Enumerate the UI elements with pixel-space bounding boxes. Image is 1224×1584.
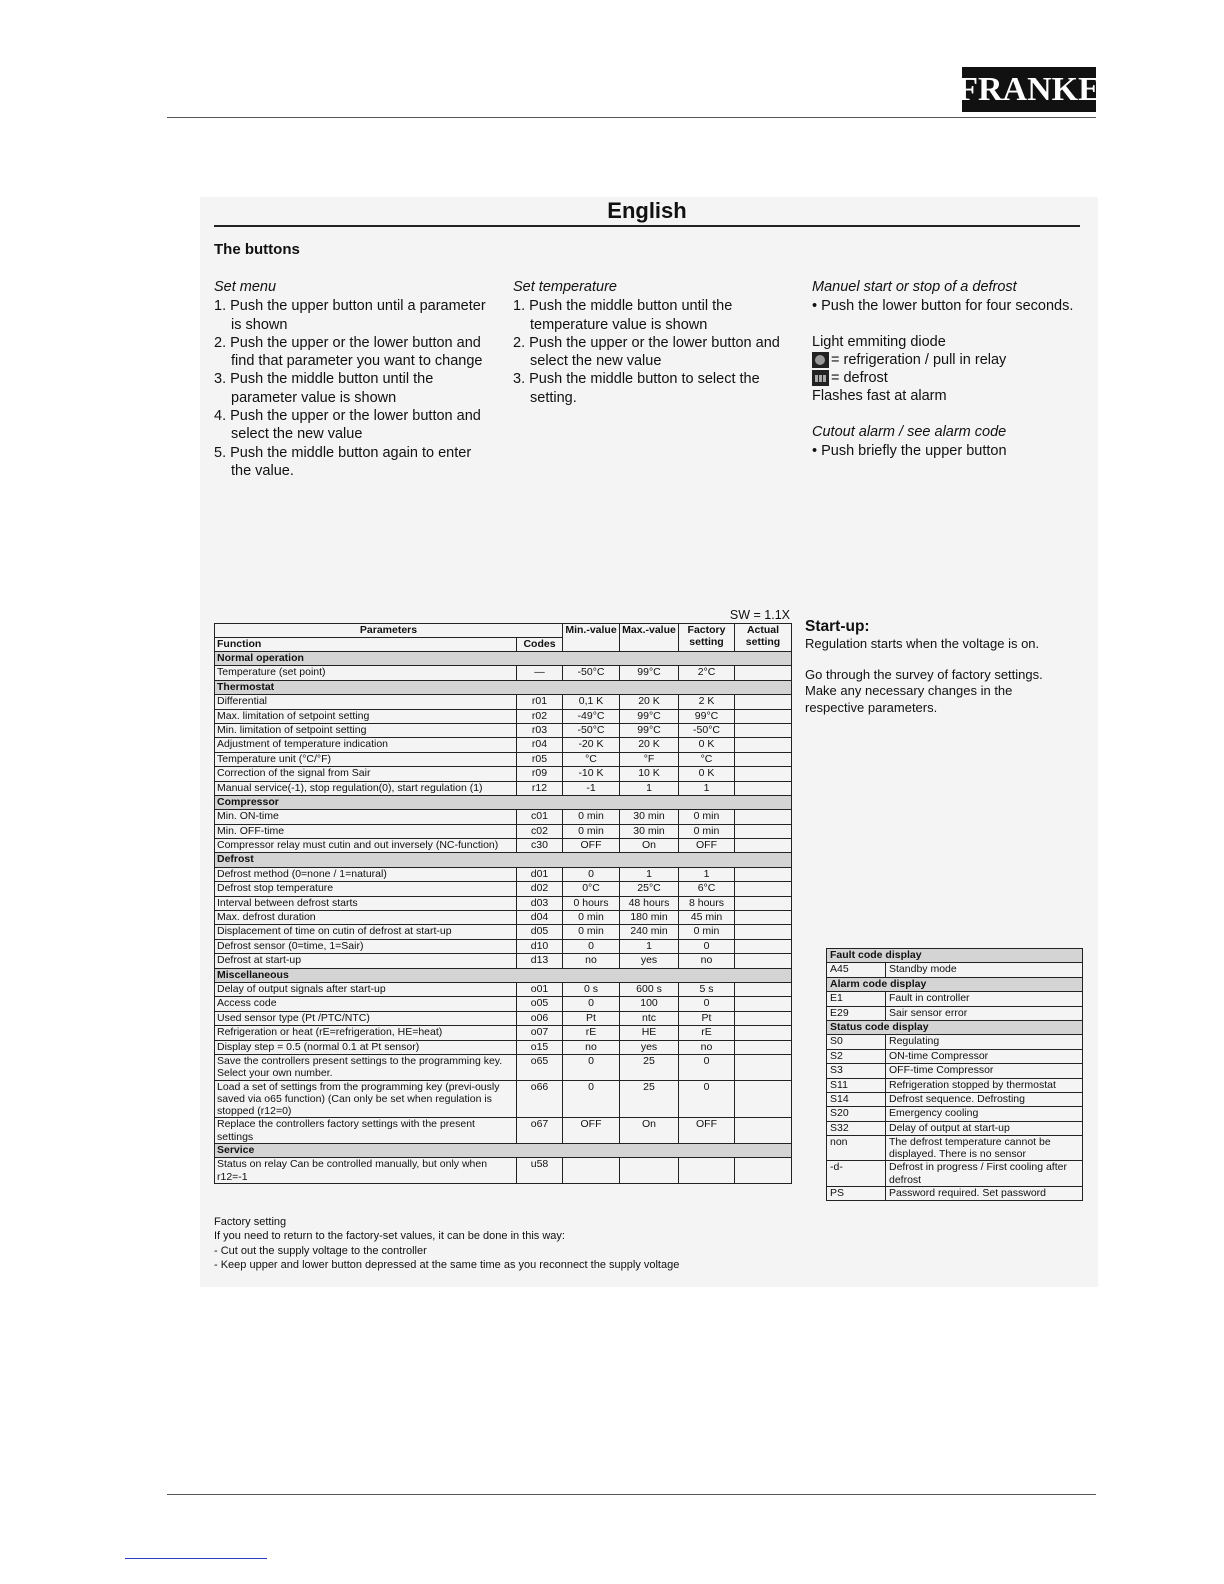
param-min: 0: [563, 1054, 620, 1080]
param-factory: 99°C: [679, 709, 735, 723]
params-row: [215, 752, 792, 766]
param-actual: [735, 810, 792, 824]
params-row: [215, 810, 792, 824]
params-section-row: [215, 795, 792, 809]
param-actual: [735, 781, 792, 795]
codes-section-label: Status code display: [827, 1020, 1083, 1034]
param-min: 0 min: [563, 810, 620, 824]
params-row: [215, 911, 792, 925]
param-max: 48 hours: [620, 896, 679, 910]
param-factory: 0 min: [679, 925, 735, 939]
param-function: Min. OFF-time: [215, 824, 517, 838]
param-code: o65: [517, 1054, 563, 1080]
param-actual: [735, 752, 792, 766]
params-row: [215, 925, 792, 939]
param-actual: [735, 767, 792, 781]
param-function: Defrost method (0=none / 1=natural): [215, 867, 517, 881]
param-function: Displacement of time on cutin of defrost at start-up: [215, 925, 517, 939]
param-factory: 1: [679, 867, 735, 881]
param-factory: 2°C: [679, 666, 735, 680]
param-min: °C: [563, 752, 620, 766]
param-actual: [735, 911, 792, 925]
param-actual: [735, 925, 792, 939]
param-min: 0 hours: [563, 896, 620, 910]
code-description: Defrost sequence. Defrosting: [886, 1092, 1083, 1106]
param-code: r03: [517, 723, 563, 737]
code-value: S11: [827, 1078, 886, 1092]
software-version: SW = 1.1X: [729, 608, 790, 622]
startup-section: [805, 617, 1085, 716]
parameters-table: [214, 623, 792, 1184]
code-value: S0: [827, 1035, 886, 1049]
param-factory: 0 K: [679, 767, 735, 781]
param-min: 0 min: [563, 824, 620, 838]
param-max: 99°C: [620, 666, 679, 680]
param-code: d13: [517, 954, 563, 968]
param-factory: 0: [679, 1054, 735, 1080]
codes-section-row: [827, 977, 1083, 991]
param-code: d04: [517, 911, 563, 925]
param-max: 240 min: [620, 925, 679, 939]
param-factory: rE: [679, 1026, 735, 1040]
param-min: 0: [563, 997, 620, 1011]
factory-title: Factory setting: [214, 1216, 287, 1228]
code-value: PS: [827, 1186, 886, 1200]
params-row: [215, 1080, 792, 1118]
params-row: [215, 896, 792, 910]
param-actual: [735, 723, 792, 737]
led-refrigeration-text: = refrigeration / pull in relay: [831, 351, 1007, 368]
param-max: On: [620, 839, 679, 853]
set-temperature-step: 1. Push the middle button until the temperature value is shown: [513, 298, 733, 333]
code-value: S3: [827, 1064, 886, 1078]
param-function: Load a set of settings from the programming key (previ-ously saved via o65 function) (Can only be set when regulation is stopped (r12=0): [215, 1080, 517, 1118]
defrost-led-icon: [812, 370, 829, 386]
code-row: [827, 1161, 1083, 1186]
param-actual: [735, 1011, 792, 1025]
param-function: Max. limitation of setpoint setting: [215, 709, 517, 723]
param-factory: 45 min: [679, 911, 735, 925]
cutout-alarm-text: • Push briefly the upper button: [812, 443, 1007, 460]
param-min: -20 K: [563, 738, 620, 752]
param-code: o15: [517, 1040, 563, 1054]
code-row: [827, 1006, 1083, 1020]
code-row: [827, 1064, 1083, 1078]
params-header-min: Min.-value: [563, 624, 620, 652]
factory-line: If you need to return to the factory-set values, it can be done in this way:: [214, 1230, 565, 1243]
code-description: Defrost in progress / First cooling after defrost: [886, 1161, 1083, 1186]
led-defrost-row: [812, 369, 1087, 387]
param-code: r12: [517, 781, 563, 795]
param-max: 25: [620, 1080, 679, 1118]
params-row: [215, 1026, 792, 1040]
led-defrost-text: = defrost: [831, 370, 888, 387]
param-min: 0 s: [563, 982, 620, 996]
param-code: c02: [517, 824, 563, 838]
params-row: [215, 767, 792, 781]
param-function: Save the controllers present settings to the programming key. Select your own number.: [215, 1054, 517, 1080]
defrost-led-section: [812, 278, 1087, 460]
param-min: OFF: [563, 839, 620, 853]
param-factory: OFF: [679, 839, 735, 853]
param-factory: 6°C: [679, 882, 735, 896]
params-row: [215, 997, 792, 1011]
params-row: [215, 695, 792, 709]
manual-defrost-heading: Manuel start or stop of a defrost: [812, 279, 1017, 295]
params-row: [215, 709, 792, 723]
params-row: [215, 781, 792, 795]
param-actual: [735, 1158, 792, 1184]
param-actual: [735, 882, 792, 896]
manual-defrost-text: • Push the lower button for four seconds.: [812, 298, 1074, 315]
params-row: [215, 824, 792, 838]
params-row: [215, 1158, 792, 1184]
params-row: [215, 939, 792, 953]
code-row: [827, 963, 1083, 977]
param-min: -49°C: [563, 709, 620, 723]
params-section-row: [215, 853, 792, 867]
param-function: Manual service(-1), stop regulation(0), start regulation (1): [215, 781, 517, 795]
param-function: Temperature (set point): [215, 666, 517, 680]
param-code: o66: [517, 1080, 563, 1118]
codes-table: [826, 948, 1083, 1201]
params-header-function: Function: [215, 638, 517, 652]
param-function: Compressor relay must cutin and out inversely (NC-function): [215, 839, 517, 853]
code-description: ON-time Compressor: [886, 1049, 1083, 1063]
param-min: no: [563, 954, 620, 968]
params-section-row: [215, 652, 792, 666]
param-actual: [735, 867, 792, 881]
params-row: [215, 1054, 792, 1080]
param-max: °F: [620, 752, 679, 766]
codes-body: [827, 949, 1083, 1201]
params-row: [215, 982, 792, 996]
param-factory: no: [679, 1040, 735, 1054]
param-function: Differential: [215, 695, 517, 709]
param-max: [620, 1158, 679, 1184]
franke-logo: FRANKE: [962, 67, 1096, 112]
param-max: 1: [620, 867, 679, 881]
params-row: [215, 882, 792, 896]
led-heading: Light emmiting diode: [812, 333, 946, 350]
title-rule: [214, 225, 1080, 227]
factory-setting-note: [214, 1215, 679, 1272]
param-actual: [735, 839, 792, 853]
code-description: Emergency cooling: [886, 1107, 1083, 1121]
startup-line1: Regulation starts when the voltage is on.: [805, 636, 1040, 651]
param-actual: [735, 666, 792, 680]
code-description: Password required. Set password: [886, 1186, 1083, 1200]
param-factory: 2 K: [679, 695, 735, 709]
param-function: Max. defrost duration: [215, 911, 517, 925]
codes-section-label: Alarm code display: [827, 977, 1083, 991]
param-factory: 0 K: [679, 738, 735, 752]
param-code: r09: [517, 767, 563, 781]
param-code: r05: [517, 752, 563, 766]
param-max: 30 min: [620, 810, 679, 824]
param-actual: [735, 1040, 792, 1054]
param-function: Refrigeration or heat (rE=refrigeration, HE=heat): [215, 1026, 517, 1040]
param-factory: 8 hours: [679, 896, 735, 910]
code-row: [827, 1035, 1083, 1049]
code-value: S20: [827, 1107, 886, 1121]
params-header-max: Max.-value: [620, 624, 679, 652]
param-factory: 0 min: [679, 824, 735, 838]
param-max: 100: [620, 997, 679, 1011]
param-actual: [735, 1118, 792, 1144]
code-row: [827, 1092, 1083, 1106]
params-row: [215, 954, 792, 968]
params-section-row: [215, 1144, 792, 1158]
params-body: [215, 652, 792, 1184]
set-temperature-section: [513, 278, 788, 407]
param-max: ntc: [620, 1011, 679, 1025]
code-description: Regulating: [886, 1035, 1083, 1049]
param-actual: [735, 997, 792, 1011]
set-temperature-step: 3. Push the middle button to select the setting.: [513, 371, 760, 406]
param-min: OFF: [563, 1118, 620, 1144]
param-min: 0 min: [563, 911, 620, 925]
header-rule: [167, 117, 1096, 118]
code-value: E1: [827, 992, 886, 1006]
param-function: Correction of the signal from Sair: [215, 767, 517, 781]
param-min: no: [563, 1040, 620, 1054]
param-actual: [735, 824, 792, 838]
param-min: rE: [563, 1026, 620, 1040]
param-max: 99°C: [620, 709, 679, 723]
param-min: -50°C: [563, 666, 620, 680]
set-menu-step: 3. Push the middle button until the parameter value is shown: [214, 371, 434, 406]
params-section-row: [215, 968, 792, 982]
codes-section-label: Fault code display: [827, 949, 1083, 963]
code-row: [827, 992, 1083, 1006]
code-value: S14: [827, 1092, 886, 1106]
param-code: o06: [517, 1011, 563, 1025]
refrigeration-led-icon: [812, 352, 829, 368]
param-code: r01: [517, 695, 563, 709]
param-function: Min. ON-time: [215, 810, 517, 824]
footer-rule: [167, 1494, 1096, 1495]
param-actual: [735, 982, 792, 996]
params-row: [215, 1040, 792, 1054]
param-min: 0: [563, 939, 620, 953]
param-factory: 1: [679, 781, 735, 795]
param-max: 180 min: [620, 911, 679, 925]
set-temperature-step: 2. Push the upper or the lower button and select the new value: [513, 334, 780, 370]
params-row: [215, 839, 792, 853]
params-section-label: Service: [215, 1144, 792, 1158]
buttons-heading: The buttons: [214, 241, 300, 258]
page-title: English: [607, 198, 687, 223]
set-menu-step: 1. Push the upper button until a parameter is shown: [214, 298, 486, 333]
param-function: Temperature unit (°C/°F): [215, 752, 517, 766]
param-max: 20 K: [620, 695, 679, 709]
factory-line: - Keep upper and lower button depressed at the same time as you reconnect the supply voltage: [214, 1258, 680, 1271]
params-row: [215, 867, 792, 881]
startup-heading: Start-up:: [805, 618, 870, 635]
param-actual: [735, 738, 792, 752]
code-value: -d-: [827, 1161, 886, 1186]
code-value: A45: [827, 963, 886, 977]
param-max: 600 s: [620, 982, 679, 996]
params-section-label: Miscellaneous: [215, 968, 792, 982]
param-max: 30 min: [620, 824, 679, 838]
params-section-label: Defrost: [215, 853, 792, 867]
cutout-alarm-heading: Cutout alarm / see alarm code: [812, 423, 1007, 440]
param-max: On: [620, 1118, 679, 1144]
code-description: Fault in controller: [886, 992, 1083, 1006]
code-value: non: [827, 1136, 886, 1161]
param-code: o01: [517, 982, 563, 996]
param-factory: -50°C: [679, 723, 735, 737]
param-code: o05: [517, 997, 563, 1011]
param-actual: [735, 709, 792, 723]
param-min: 0: [563, 867, 620, 881]
param-function: Defrost at start-up: [215, 954, 517, 968]
param-function: Access code: [215, 997, 517, 1011]
param-min: 0,1 K: [563, 695, 620, 709]
param-max: 1: [620, 781, 679, 795]
param-max: 99°C: [620, 723, 679, 737]
code-row: [827, 1049, 1083, 1063]
params-header-parameters: Parameters: [215, 624, 563, 638]
params-row: [215, 666, 792, 680]
param-min: 0 min: [563, 925, 620, 939]
footer-link-line: [125, 1558, 267, 1559]
param-max: 25: [620, 1054, 679, 1080]
code-description: Sair sensor error: [886, 1006, 1083, 1020]
param-function: Interval between defrost starts: [215, 896, 517, 910]
param-min: 0°C: [563, 882, 620, 896]
code-description: Standby mode: [886, 963, 1083, 977]
param-code: d05: [517, 925, 563, 939]
param-code: d02: [517, 882, 563, 896]
param-code: r02: [517, 709, 563, 723]
param-function: Adjustment of temperature indication: [215, 738, 517, 752]
param-max: yes: [620, 954, 679, 968]
params-row: [215, 1118, 792, 1144]
param-factory: 0: [679, 997, 735, 1011]
led-alarm-text: Flashes fast at alarm: [812, 388, 947, 405]
params-row: [215, 723, 792, 737]
set-menu-section: [214, 278, 494, 480]
param-code: —: [517, 666, 563, 680]
param-code: r04: [517, 738, 563, 752]
code-row: [827, 1121, 1083, 1135]
param-code: d03: [517, 896, 563, 910]
set-menu-heading: Set menu: [214, 279, 277, 295]
param-factory: no: [679, 954, 735, 968]
code-value: S2: [827, 1049, 886, 1063]
param-actual: [735, 954, 792, 968]
factory-line: - Cut out the supply voltage to the controller: [214, 1244, 427, 1257]
param-max: 1: [620, 939, 679, 953]
param-max: 25°C: [620, 882, 679, 896]
param-actual: [735, 1026, 792, 1040]
param-factory: Pt: [679, 1011, 735, 1025]
set-temperature-heading: Set temperature: [513, 279, 617, 295]
code-row: [827, 1078, 1083, 1092]
param-function: Status on relay Can be controlled manually, but only when r12=-1: [215, 1158, 517, 1184]
param-max: HE: [620, 1026, 679, 1040]
param-function: Min. limitation of setpoint setting: [215, 723, 517, 737]
code-value: E29: [827, 1006, 886, 1020]
param-actual: [735, 939, 792, 953]
code-description: OFF-time Compressor: [886, 1064, 1083, 1078]
param-factory: 5 s: [679, 982, 735, 996]
codes-section-row: [827, 949, 1083, 963]
param-code: o67: [517, 1118, 563, 1144]
params-row: [215, 1011, 792, 1025]
param-code: u58: [517, 1158, 563, 1184]
param-function: Defrost sensor (0=time, 1=Sair): [215, 939, 517, 953]
code-value: S32: [827, 1121, 886, 1135]
params-row: [215, 738, 792, 752]
param-code: d01: [517, 867, 563, 881]
param-function: Replace the controllers factory settings with the present settings: [215, 1118, 517, 1144]
param-min: -10 K: [563, 767, 620, 781]
code-row: [827, 1186, 1083, 1200]
startup-line2: Go through the survey of factory settings. Make any necessary changes in the respective parameters.: [805, 666, 1043, 715]
param-code: c30: [517, 839, 563, 853]
param-factory: 0: [679, 939, 735, 953]
set-menu-step: 4. Push the upper or the lower button and select the new value: [214, 408, 481, 443]
param-min: -1: [563, 781, 620, 795]
code-description: The defrost temperature cannot be displayed. There is no sensor: [886, 1136, 1083, 1161]
param-factory: OFF: [679, 1118, 735, 1144]
params-section-row: [215, 680, 792, 694]
param-min: Pt: [563, 1011, 620, 1025]
param-factory: °C: [679, 752, 735, 766]
param-max: 10 K: [620, 767, 679, 781]
param-function: Used sensor type (Pt /PTC/NTC): [215, 1011, 517, 1025]
param-max: yes: [620, 1040, 679, 1054]
code-row: [827, 1136, 1083, 1161]
param-factory: 0 min: [679, 810, 735, 824]
param-min: -50°C: [563, 723, 620, 737]
param-code: o07: [517, 1026, 563, 1040]
code-description: Refrigeration stopped by thermostat: [886, 1078, 1083, 1092]
led-refrigeration-row: [812, 351, 1087, 369]
param-actual: [735, 896, 792, 910]
param-max: 20 K: [620, 738, 679, 752]
code-row: [827, 1107, 1083, 1121]
param-min: 0: [563, 1080, 620, 1118]
code-description: Delay of output at start-up: [886, 1121, 1083, 1135]
set-menu-step: 5. Push the middle button again to enter the value.: [214, 444, 472, 479]
params-header-factory: Factory setting: [679, 624, 735, 652]
param-actual: [735, 695, 792, 709]
param-actual: [735, 1054, 792, 1080]
param-actual: [735, 1080, 792, 1118]
params-section-label: Thermostat: [215, 680, 792, 694]
params-header-actual: Actual setting: [735, 624, 792, 652]
param-factory: 0: [679, 1080, 735, 1118]
params-header-codes: Codes: [517, 638, 563, 652]
params-section-label: Compressor: [215, 795, 792, 809]
param-factory: [679, 1158, 735, 1184]
param-function: Display step = 0.5 (normal 0.1 at Pt sensor): [215, 1040, 517, 1054]
param-function: Defrost stop temperature: [215, 882, 517, 896]
set-menu-step: 2. Push the upper or the lower button and find that parameter you want to change: [214, 334, 483, 370]
param-code: d10: [517, 939, 563, 953]
params-section-label: Normal operation: [215, 652, 792, 666]
param-code: c01: [517, 810, 563, 824]
param-min: [563, 1158, 620, 1184]
param-function: Delay of output signals after start-up: [215, 982, 517, 996]
codes-section-row: [827, 1020, 1083, 1034]
